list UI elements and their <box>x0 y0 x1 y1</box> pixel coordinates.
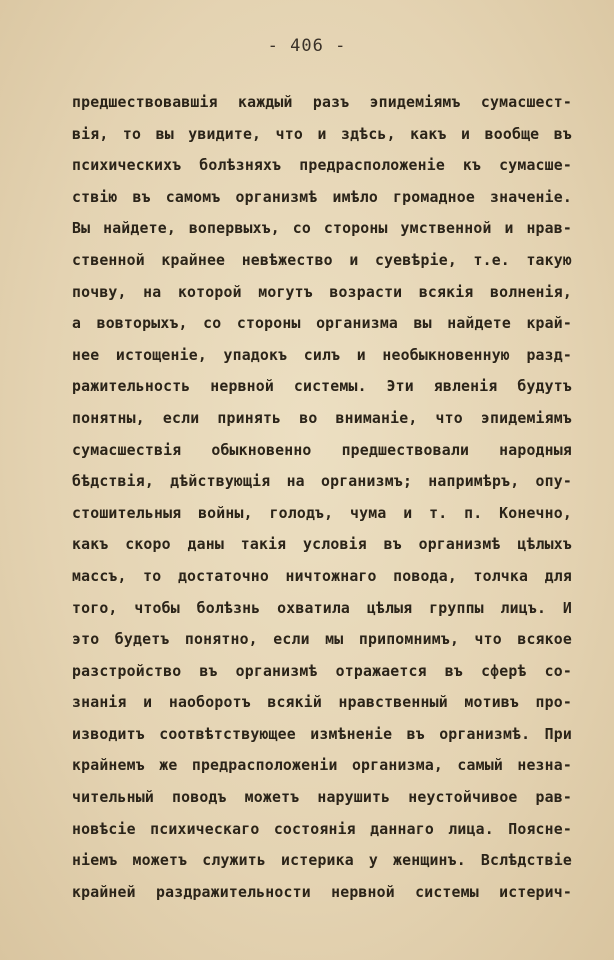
text-line: чительный поводъ можетъ нарушить неустойчивое рав- <box>72 789 572 807</box>
text-line: вія, то вы увидите, что и здѣсь, какъ и вообще въ <box>72 125 572 143</box>
page-number: - 406 - <box>267 36 347 56</box>
text-line: крайнемъ же предрасположеніи организма, самый незна- <box>72 757 572 775</box>
text-line: психическихъ болѣзняхъ предрасположеніе къ сумасше- <box>72 157 572 175</box>
text-line: понятны, если принять во вниманіе, что эпидеміямъ <box>72 409 572 427</box>
text-line: бѣдствія, дѣйствующія на организмъ; напримѣръ, опу- <box>72 473 572 491</box>
text-line: массъ, то достаточно ничтожнаго повода, толчка для <box>72 567 572 585</box>
text-line: какъ скоро даны такія условія въ организмѣ цѣлыхъ <box>72 536 572 554</box>
text-line: ражительность нервной системы. Эти явленія будутъ <box>72 378 572 396</box>
text-line: новѣсіе психическаго состоянія даннаго лица. Поясне- <box>72 820 572 838</box>
text-line: почву, на которой могутъ возрасти всякія волненія, <box>72 283 572 301</box>
text-line: крайней раздражительности нервной системы истерич- <box>72 883 572 901</box>
text-line: ственной крайнее невѣжество и суевѣріе, т.е. такую <box>72 251 572 269</box>
body-text <box>72 87 572 908</box>
text-line: ствію въ самомъ организмѣ имѣло громадное значеніе. <box>72 188 572 206</box>
text-line: разстройство въ организмѣ отражается въ сферѣ со- <box>72 662 572 680</box>
text-line: знанія и наоборотъ всякій нравственный мотивъ про- <box>72 694 572 712</box>
text-line: Вы найдете, вопервыхъ, со стороны умственной и нрав- <box>72 220 572 238</box>
text-line: стошительныя войны, голодъ, чума и т. п. Конечно, <box>72 504 572 522</box>
text-line: ніемъ можетъ служить истерика у женщинъ. Вслѣдствіе <box>72 852 572 870</box>
text-line: изводитъ соотвѣтствующее измѣненіе въ организмѣ. При <box>72 725 572 743</box>
text-line: нее истощеніе, упадокъ силъ и необыкновенную разд- <box>72 346 572 364</box>
text-line: того, чтобы болѣзнь охватила цѣлыя группы лицъ. И <box>72 599 572 617</box>
text-line: а вовторыхъ, со стороны организма вы найдете край- <box>72 315 572 333</box>
text-line: сумасшествія обыкновенно предшествовали народныя <box>72 441 572 459</box>
text-line: предшествовавшія каждый разъ эпидеміямъ сумасшест- <box>72 94 572 111</box>
text-line: это будетъ понятно, если мы припомнимъ, что всякое <box>72 631 572 649</box>
